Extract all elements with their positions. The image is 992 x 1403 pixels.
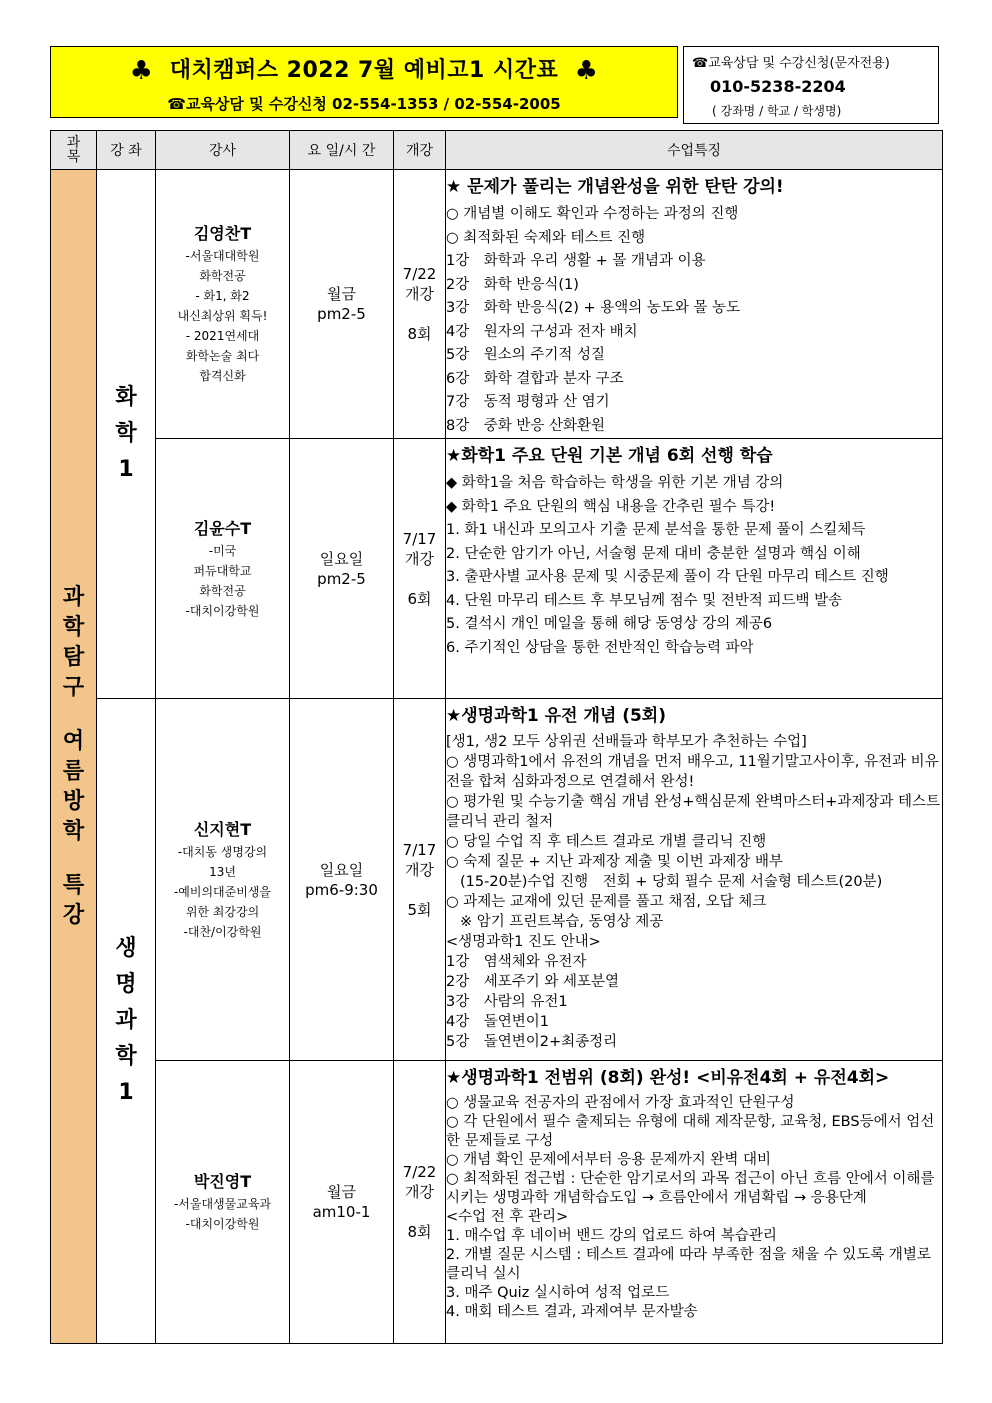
feature-line: 2. 단순한 암기가 아닌, 서술형 문제 대비 충분한 설명과 핵심 이해 — [446, 545, 861, 562]
column-header-subject: 과 목 — [51, 131, 97, 170]
contact-number: 010-5238-2204 — [710, 77, 846, 96]
start-label: 개강 — [405, 1183, 434, 1201]
schedule-time: am10-1 — [312, 1203, 371, 1221]
features-cell — [446, 1061, 943, 1344]
start-cell — [394, 1061, 446, 1344]
title-text: 대치캠퍼스 2022 7월 예비고1 시간표 — [169, 58, 559, 83]
header-banner — [50, 46, 678, 118]
schedule-day: 일요일 — [319, 549, 364, 568]
contact-label: ☎교육상담 및 수강신청(문자전용) — [692, 56, 890, 71]
feature-line: ◆ 화학1을 처음 학습하는 학생을 위한 기본 개념 강의 — [446, 475, 784, 491]
feature-line: 1강 염색체와 유전자 — [446, 954, 587, 970]
start-label: 개강 — [405, 285, 434, 303]
features-cell — [446, 170, 943, 439]
teacher-info: -미국 퍼듀대학교 화학전공 -대치이강학원 — [185, 543, 260, 618]
start-cell — [394, 699, 446, 1061]
table-row — [51, 1061, 943, 1344]
feature-line: 5강 원소의 주기적 성질 — [446, 347, 606, 363]
feature-line: ○ 최적화된 접근법 : 단순한 암기로서의 과목 접근이 아닌 흐름 안에서 이해를 시키는 생명과학 개념학습도입 → 흐름안에서 개념확립 → 응용단계 — [446, 1171, 935, 1206]
feature-line: 3강 사람의 유전1 — [446, 994, 568, 1010]
teacher-info: -대치동 생명강의 13년 -예비의대준비생을 위한 최강강의 -대찬/이강학원 — [173, 844, 272, 939]
feature-line: 4강 원자의 구성과 전자 배치 — [446, 323, 638, 340]
feature-line: 4강 돌연변이1 — [446, 1014, 549, 1030]
feature-line: 6강 화학 결합과 분자 구조 — [446, 370, 624, 387]
teacher-name: 신지현T — [193, 819, 252, 839]
feature-line: 1. 화1 내신과 모의고사 기출 문제 분석을 통한 문제 풀이 스킬체득 — [446, 522, 866, 538]
feature-line: ○ 생명과학1에서 유전의 개념을 먼저 배우고, 11월기말고사이후, 유전과 비유전을 합쳐 심화과정으로 연결해서 완성! — [446, 754, 939, 790]
feature-line: 4. 단원 마무리 테스트 후 부모님께 점수 및 전반적 피드백 발송 — [446, 592, 843, 609]
column-header-teacher: 강사 — [156, 131, 290, 170]
session-count: 6회 — [407, 589, 432, 608]
schedule-cell — [290, 170, 394, 439]
timetable — [50, 130, 943, 1344]
feature-line: 6. 주기적인 상담을 통한 전반적인 학습능력 파악 — [446, 639, 754, 656]
table-row — [51, 439, 943, 699]
schedule-day: 일요일 — [319, 860, 364, 879]
teacher-cell — [156, 1061, 290, 1344]
features-list — [446, 472, 942, 660]
club-icon: ♣ — [574, 56, 599, 86]
page-title — [51, 53, 677, 86]
column-header-start: 개강 — [394, 131, 446, 170]
teacher-cell — [156, 439, 290, 699]
feature-line: 3강 화학 반응식(2) + 용액의 농도와 몰 농도 — [446, 300, 741, 316]
start-date: 7/17 — [402, 840, 437, 859]
teacher-name: 김윤수T — [193, 518, 252, 538]
teacher-info: -서울대생물교육과 -대치이강학원 — [173, 1197, 272, 1231]
feature-line: ○ 각 단원에서 필수 출제되는 유형에 대해 제작문항, 교육청, EBS등에서 엄선한 문제들로 구성 — [446, 1114, 935, 1149]
column-header-course: 강 좌 — [97, 131, 156, 170]
feature-line: ○ 개념별 이해도 확인과 수정하는 과정의 진행 — [446, 206, 739, 222]
start-cell — [394, 439, 446, 699]
teacher-cell — [156, 170, 290, 439]
features-headline: ★생명과학1 유전 개념 (5회) — [446, 706, 666, 726]
header-phone: ☎교육상담 및 수강신청 02-554-1353 / 02-554-2005 — [167, 95, 561, 113]
teacher-name: 김영찬T — [193, 224, 252, 243]
table-header-row — [51, 131, 943, 170]
contact-note: ( 강좌명 / 학교 / 학생명) — [712, 104, 842, 118]
feature-line: 5강 돌연변이2+최종정리 — [446, 1034, 618, 1050]
schedule-cell — [290, 439, 394, 699]
start-date: 7/17 — [402, 529, 437, 548]
schedule-day: 월금 — [327, 285, 356, 303]
schedule-cell — [290, 699, 394, 1061]
start-date: 7/22 — [402, 265, 437, 283]
course-label: 생 명 과 학 1 — [115, 936, 137, 1105]
feature-line: ○ 생물교육 전공자의 관점에서 가장 효과적인 단원구성 — [446, 1095, 795, 1111]
start-label: 개강 — [405, 860, 434, 879]
feature-line: 5. 결석시 개인 메일을 통해 해당 동영상 강의 제공6 — [446, 616, 773, 632]
feature-line: 3. 출판사별 교사용 문제 및 시중문제 풀이 각 단원 마무리 테스트 진행 — [446, 569, 889, 585]
course-label: 화 학 1 — [115, 385, 137, 482]
column-header-features: 수업특징 — [446, 131, 943, 170]
feature-line: ○ 숙제 질문 + 지난 과제장 제출 및 이번 과제장 배부 — [446, 854, 784, 870]
session-count: 5회 — [407, 900, 432, 919]
feature-line: 1강 화학과 우리 생활 + 몰 개념과 이용 — [446, 253, 706, 269]
start-date: 7/22 — [402, 1163, 437, 1181]
schedule-time: pm6-9:30 — [305, 880, 378, 899]
features-headline: ★생명과학1 전범위 (8회) 완성! <비유전4회 + 유전4회> — [446, 1068, 890, 1088]
table-row — [51, 170, 943, 439]
features-headline: ★화학1 주요 단원 기본 개념 6회 선행 학습 — [446, 446, 773, 466]
start-cell — [394, 170, 446, 439]
feature-line: 7강 동적 평형과 산 염기 — [446, 394, 610, 410]
features-headline: ★ 문제가 풀리는 개념완성을 위한 탄탄 강의! — [446, 177, 784, 197]
schedule-cell — [290, 1061, 394, 1344]
teacher-name: 박진영T — [193, 1172, 252, 1191]
feature-line: ※ 암기 프린트복습, 동영상 제공 — [460, 914, 664, 930]
features-list — [446, 732, 942, 1052]
teacher-cell — [156, 699, 290, 1061]
feature-line: 2강 세포주기 와 세포분열 — [446, 974, 620, 990]
schedule-time: pm2-5 — [317, 569, 366, 588]
session-count: 8회 — [407, 1223, 432, 1241]
subject-cell — [51, 170, 97, 1344]
feature-line: 2강 화학 반응식(1) — [446, 276, 579, 293]
start-label: 개강 — [405, 549, 434, 568]
features-cell — [446, 699, 943, 1061]
feature-line: 3. 매주 Quiz 실시하여 성적 업로드 — [446, 1285, 670, 1301]
features-cell — [446, 439, 943, 699]
table-row — [51, 699, 943, 1061]
teacher-info: -서울대대학원 화학전공 - 화1, 화2 내신최상위 획득! - 2021연세대 화학논술 최다 합격신화 — [177, 249, 268, 383]
feature-line: ○ 과제는 교재에 있던 문제를 풀고 채점, 오답 체크 — [446, 894, 767, 910]
feature-line: ○ 최적화된 숙제와 테스트 진행 — [446, 229, 646, 246]
feature-line: ○ 평가원 및 수능기출 핵심 개념 완성+핵심문제 완벽마스터+과제장과 테스트 클리닉 관리 철저 — [446, 794, 941, 830]
features-list — [446, 203, 942, 438]
schedule-day: 월금 — [327, 1183, 356, 1201]
feature-line: 2. 개별 질문 시스템 : 테스트 결과에 따라 부족한 점을 채울 수 있도록 개별로 클리닉 실시 — [446, 1247, 931, 1282]
feature-line: <수업 전 후 관리> — [446, 1209, 569, 1225]
subject-label: 과 학 탐 구 여 름 방 학 특 강 — [62, 584, 85, 928]
schedule-time: pm2-5 — [317, 305, 366, 323]
feature-line: ○ 개념 확인 문제에서부터 응용 문제까지 완벽 대비 — [446, 1152, 772, 1168]
feature-line: <생명과학1 진도 안내> — [446, 934, 601, 950]
feature-line: 1. 매수업 후 네이버 밴드 강의 업로드 하여 복습관리 — [446, 1228, 777, 1244]
course-cell — [97, 699, 156, 1344]
features-list — [446, 1094, 942, 1322]
feature-line: ◆ 화학1 주요 단원의 핵심 내용을 간추린 필수 특강! — [446, 498, 776, 515]
feature-line: (15-20분)수업 진행 전회 + 당회 필수 문제 서술형 테스트(20분) — [460, 874, 883, 890]
course-cell — [97, 170, 156, 699]
column-header-schedule: 요 일/시 간 — [290, 131, 394, 170]
feature-line: 8강 중화 반응 산화환원 — [446, 417, 606, 434]
session-count: 8회 — [407, 325, 432, 343]
contact-box — [683, 46, 939, 124]
feature-line: ○ 당일 수업 직 후 테스트 결과로 개별 클리닉 진행 — [446, 834, 767, 850]
club-icon: ♣ — [129, 56, 154, 86]
feature-line: [생1, 생2 모두 상위권 선배들과 학부모가 추천하는 수업] — [446, 734, 807, 750]
feature-line: 4. 매회 테스트 결과, 과제여부 문자발송 — [446, 1304, 698, 1320]
